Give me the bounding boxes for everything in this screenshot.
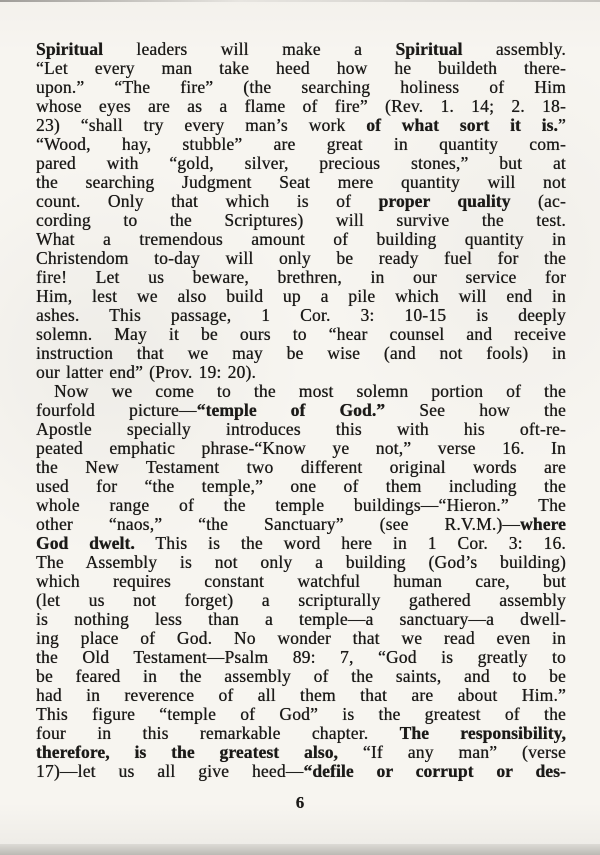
scan-edge-bottom (0, 844, 600, 855)
text-line: count. Only that which is of proper quality (ac- (36, 191, 566, 211)
text-line: “Let every man take heed how he buildeth there- (36, 58, 566, 78)
scan-edge-top (0, 0, 600, 2)
text-line: therefore, is the greatest also, “If any man” (verse (36, 742, 567, 762)
text-line: Spiritual leaders will make a Spiritual assembly. (36, 39, 567, 59)
page-text (36, 40, 566, 781)
text-line: whose eyes are as a flame of fire” (Rev. 1. 14; 2. 18- (36, 96, 566, 116)
text-line: had in reverence of all them that are about Him.” (36, 685, 566, 705)
text-line: solemn. May it be ours to “hear counsel and receive (36, 324, 566, 344)
text-line: the New Testament two different original words are (36, 457, 566, 477)
text-line: 17)—let us all give heed—“defile or corrupt or des- (36, 761, 566, 781)
text-line: ing place of God. No wonder that we read even in (36, 628, 566, 648)
text-line: our latter end” (Prov. 19: 20). (36, 362, 257, 382)
text-line: This figure “temple of God” is the greatest of the (36, 704, 566, 724)
text-line: which requires constant watchful human care, but (36, 571, 566, 591)
text-line: fourfold picture—“temple of God.” See how the (36, 400, 566, 420)
text-line: pared with “gold, silver, precious stones,” but at (36, 153, 566, 173)
text-line: Apostle specially introduces this with his oft-re- (36, 419, 566, 439)
text-line: Now we come to the most solemn portion of the (54, 381, 566, 401)
text-line: God dwelt. This is the word here in 1 Cor. 3: 16. (36, 533, 566, 553)
page-number: 6 (295, 793, 305, 812)
text-line: cording to the Scriptures) will survive the test. (36, 210, 566, 230)
text-line: other “naos,” “the Sanctuary” (see R.V.M.)—where (36, 514, 566, 534)
text-line: is nothing less than a temple—a sanctuary—a dwell- (36, 609, 566, 629)
text-line: used for “the temple,” one of them including the (36, 476, 566, 496)
text-line: instruction that we may be wise (and not fools) in (36, 343, 566, 363)
text-line: The Assembly is not only a building (God’s building) (36, 552, 566, 572)
text-line: What a tremendous amount of building quantity in (36, 229, 566, 249)
text-line: fire! Let us beware, brethren, in our service for (36, 267, 566, 287)
text-line: the searching Judgment Seat mere quantity will not (36, 172, 566, 192)
text-line: “Wood, hay, stubble” are great in quantity com- (36, 134, 566, 154)
text-line: peated emphatic phrase-“Know ye not,” verse 16. In (36, 438, 566, 458)
text-line: Christendom to-day will only be ready fuel for the (36, 248, 566, 268)
text-line: the Old Testament—Psalm 89: 7, “God is greatly to (36, 647, 566, 667)
text-line: whole range of the temple buildings—“Hieron.” The (36, 495, 566, 515)
text-line: four in this remarkable chapter. The responsibility, (36, 723, 566, 743)
text-line: 23) “shall try every man’s work of what sort it is.” (36, 115, 566, 135)
text-line: ashes. This passage, 1 Cor. 3: 10-15 is deeply (36, 305, 566, 325)
text-line: be feared in the assembly of the saints, and to be (36, 666, 566, 686)
text-line: (let us not forget) a scripturally gathered assembly (36, 590, 566, 610)
text-line: Him, lest we also build up a pile which will end in (36, 286, 566, 306)
text-line: upon.” “The fire” (the searching holiness of Him (36, 77, 566, 97)
